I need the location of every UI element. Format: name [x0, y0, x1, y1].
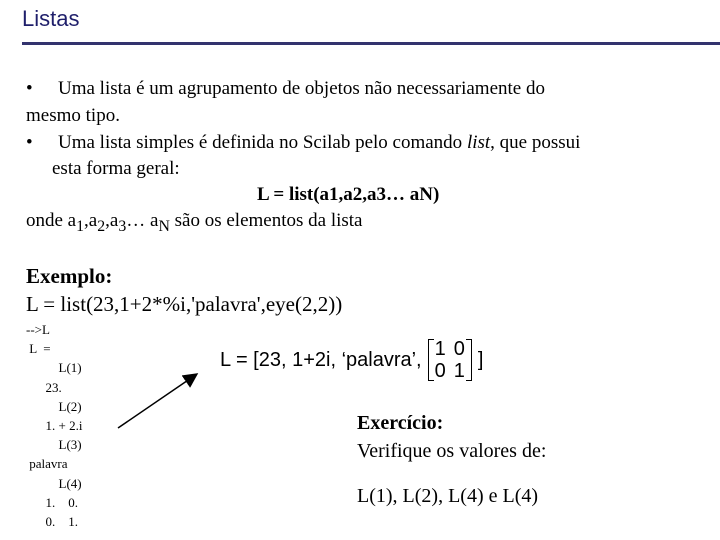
slide-title: Listas: [22, 6, 80, 31]
bullet-2-text-end: , que possui: [490, 132, 581, 153]
comma: ,: [84, 210, 89, 231]
list-syntax: L = list(a1,a2,a3… aN): [257, 184, 440, 205]
ellipsis: … a: [126, 210, 159, 231]
example-command: L = list(23,1+2*%i,'palavra',eye(2,2)): [26, 292, 343, 316]
formula-prefix: L = [23, 1+2i, ‘palavra’,: [220, 348, 422, 371]
example-heading: Exemplo:: [26, 264, 113, 288]
formula-suffix: ]: [477, 348, 484, 371]
bullet-1-line-2: mesmo tipo.: [26, 105, 120, 126]
matrix-cell: 1: [453, 360, 465, 382]
subscript-n: N: [158, 217, 170, 235]
console-line: L(2): [26, 398, 82, 414]
console-line: L(3): [26, 437, 82, 453]
console-line: 1. + 2.i: [26, 418, 83, 434]
onde-prefix: onde a: [26, 210, 77, 231]
exercise-items: L(1), L(2), L(4) e L(4): [357, 485, 539, 507]
exercise-heading: Exercício:: [357, 412, 444, 434]
console-line: -->L: [26, 322, 50, 337]
subscript-1: 1: [76, 217, 85, 235]
bullet-2-text: Uma lista simples é definida no Scilab pelo comando: [58, 132, 467, 153]
onde-suffix: são os elementos da lista: [169, 210, 363, 231]
matrix-row: [435, 360, 465, 382]
a-letter: a: [88, 210, 98, 231]
exercise-instruction: Verifique os valores de:: [357, 440, 547, 462]
a-letter: a: [109, 210, 119, 231]
console-line: L(1): [26, 360, 82, 376]
bullet-icon: •: [26, 78, 33, 99]
comma: ,: [105, 210, 110, 231]
console-line: L(4): [26, 475, 82, 491]
console-line: 1. 0.: [26, 494, 78, 510]
matrix-cell: 1: [434, 338, 446, 360]
matrix-cell: 0: [434, 360, 446, 382]
console-line: palavra: [26, 456, 68, 472]
console-line: 0. 1.: [26, 514, 78, 530]
matrix-row: [435, 338, 465, 360]
console-line: L =: [26, 341, 51, 357]
bullet-2-line-2: esta forma geral:: [52, 158, 180, 179]
arrow-icon: [118, 374, 197, 428]
console-line: 23.: [26, 379, 62, 395]
matrix-cell: 0: [453, 338, 465, 360]
bullet-icon: •: [26, 132, 33, 153]
identity-matrix: [428, 338, 472, 382]
list-formula: [220, 338, 483, 382]
subscript-2: 2: [97, 217, 106, 235]
list-command-name: list: [466, 132, 491, 153]
subscript-3: 3: [118, 217, 127, 235]
bullet-1-text: Uma lista é um agrupamento de objetos não necessariamente do: [58, 78, 545, 99]
